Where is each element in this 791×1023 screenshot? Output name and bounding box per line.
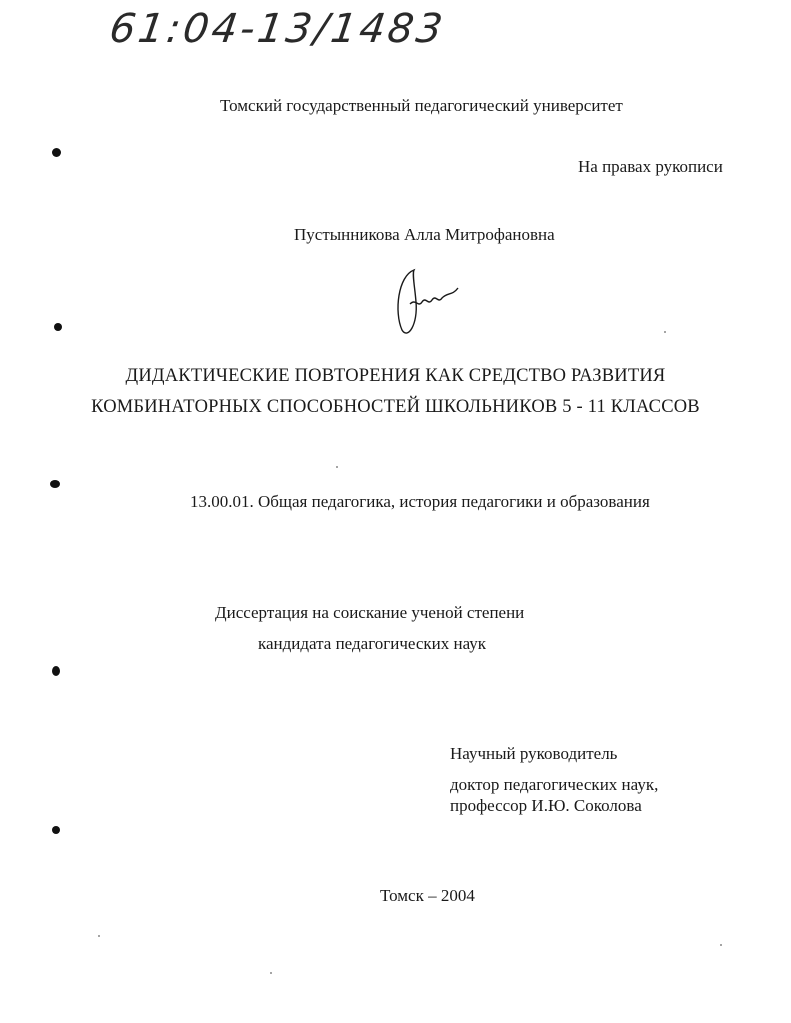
binding-hole-mark <box>52 826 60 834</box>
author-signature <box>392 262 464 336</box>
dissertation-title-line-1: ДИДАКТИЧЕСКИЕ ПОВТОРЕНИЯ КАК СРЕДСТВО РАЗВИТИЯ <box>125 366 666 386</box>
author-name: Пустынникова Алла Митрофановна <box>294 225 555 244</box>
scan-speck <box>270 972 272 974</box>
supervisor-label: Научный руководитель <box>450 744 618 763</box>
supervisor-name: профессор И.Ю. Соколова <box>450 796 642 815</box>
dissertation-title-line-2: КОМБИНАТОРНЫХ СПОСОБНОСТЕЙ ШКОЛЬНИКОВ 5 - 11 КЛАССОВ <box>91 397 700 417</box>
specialty-code: 13.00.01. Общая педагогика, история педагогики и образования <box>190 492 650 511</box>
manuscript-rights-note: На правах рукописи <box>578 157 723 176</box>
scan-speck <box>720 944 722 946</box>
supervisor-degree: доктор педагогических наук, <box>450 775 659 794</box>
binding-hole-mark <box>54 323 62 331</box>
binding-hole-mark <box>52 666 60 676</box>
scan-speck <box>98 935 100 937</box>
binding-hole-mark <box>50 480 60 488</box>
scan-speck <box>336 466 338 468</box>
city-year: Томск – 2004 <box>380 886 475 905</box>
degree-line-2: кандидата педагогических наук <box>258 634 487 653</box>
degree-line-1: Диссертация на соискание ученой степени <box>215 603 525 622</box>
scan-speck <box>664 331 666 333</box>
university-name: Томский государственный педагогический университет <box>220 96 623 115</box>
binding-hole-mark <box>52 148 61 157</box>
archive-number: 61:04-13/1483 <box>106 6 449 52</box>
